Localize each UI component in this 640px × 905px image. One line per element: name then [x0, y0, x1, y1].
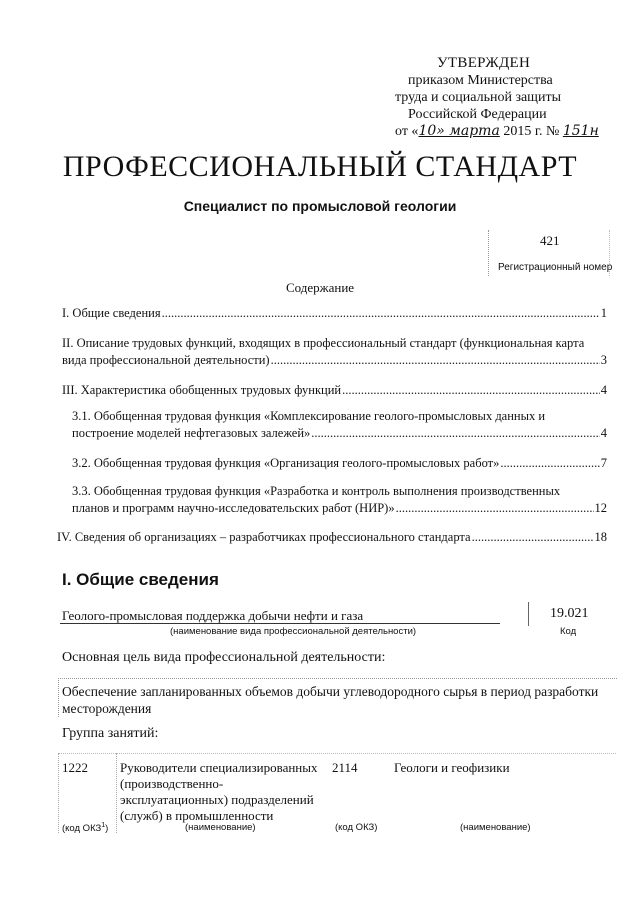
toc-item-text-line1: 3.3. Обобщенная трудовая функция «Разработка и контроль выполнения производственных — [72, 484, 561, 498]
okz-code-caption: (код ОКЗ$^1$) — [62, 822, 109, 835]
toc-item[interactable] — [57, 529, 607, 546]
okz-code-caption-2: (код ОКЗ) — [335, 822, 378, 833]
code-caption: Код — [560, 626, 577, 637]
toc-item-page: 1 — [600, 306, 607, 320]
name-caption-2: (наименование) — [460, 822, 531, 833]
occupation-table-border — [116, 753, 117, 833]
registration-label: Регистрационный номер — [498, 262, 613, 273]
occupation-table-top — [58, 753, 616, 754]
toc-item-text: 3.2. Обобщенная трудовая функция «Организация геолого-промысловых работ» — [72, 456, 500, 470]
toc-item[interactable] — [72, 483, 607, 517]
toc-item[interactable] — [72, 455, 607, 472]
toc-item-text: планов и программ научно-исследовательских работ (НИР)» — [72, 501, 395, 515]
toc-item[interactable] — [62, 382, 607, 399]
handwritten-number: 151н — [562, 123, 599, 139]
occupation-name: Руководители специализированных (производственно-эксплуатационных) подразделений (служб) в промышленности — [120, 760, 318, 823]
goal-label: Основная цель вида профессиональной деятельности: — [62, 650, 386, 665]
section-heading: I. Общие сведения — [62, 570, 219, 589]
toc-item-page: 3 — [600, 353, 607, 367]
occupation-group-label: Группа занятий: — [62, 726, 159, 741]
activity-kind-caption: (наименование вида профессиональной деятельности) — [170, 626, 417, 637]
activity-code: 19.021 — [550, 606, 589, 621]
toc-item-page: 4 — [600, 383, 607, 397]
toc-item[interactable] — [62, 305, 607, 322]
occupation-code: 1222 — [62, 760, 88, 775]
toc-item-text: построение моделей нефтегазовых залежей» — [72, 426, 311, 440]
occupation-table-border — [58, 753, 59, 833]
date-year: 2015 г. № — [499, 124, 560, 139]
toc-item-page: 4 — [600, 426, 607, 440]
occupation-name: Геологи и геофизики — [394, 760, 510, 775]
activity-kind: Геолого-промысловая поддержка добычи нефти и газа — [62, 608, 364, 623]
approval-line-1: приказом Министерства — [408, 73, 553, 88]
approval-block — [395, 55, 615, 140]
standard-name: Специалист по промысловой геологии — [183, 198, 457, 214]
toc-item-text-line1: II. Описание трудовых функций, входящих в профессиональный стандарт (функциональная карта — [62, 336, 585, 350]
activity-kind-underline — [60, 623, 500, 624]
handwritten-date: 10» марта — [418, 123, 500, 139]
toc-item-page: 12 — [594, 501, 607, 515]
toc-item-page: 18 — [594, 530, 607, 544]
approval-line-3: Российской Федерации — [408, 107, 547, 122]
document-title: ПРОФЕССИОНАЛЬНЫЙ СТАНДАРТ — [62, 150, 578, 183]
date-prefix: от « — [395, 124, 419, 139]
toc-title: Содержание — [285, 280, 355, 295]
toc-item[interactable] — [72, 408, 607, 442]
registration-number: 421 — [540, 233, 560, 248]
name-caption: (наименование) — [185, 822, 256, 833]
toc-item-text: IV. Сведения об организациях – разработчиках профессионального стандарта — [57, 530, 471, 544]
approval-title: УТВЕРЖДЕН — [437, 55, 531, 71]
approval-date-line — [395, 123, 615, 140]
toc-item[interactable] — [62, 335, 607, 369]
toc-item-text: I. Общие сведения — [62, 306, 161, 320]
approval-line-2: труда и социальной защиты — [395, 90, 561, 105]
occupation-code: 2114 — [332, 760, 358, 775]
goal-text: Обеспечение запланированных объемов добычи углеводородного сырья в период разработки месторождения — [62, 684, 599, 716]
toc-item-page: 7 — [600, 456, 607, 470]
toc-item-text: вида профессиональной деятельности) — [62, 353, 270, 367]
toc-item-text: III. Характеристика обобщенных трудовых функций — [62, 383, 342, 397]
toc-item-text-line1: 3.1. Обобщенная трудовая функция «Комплексирование геолого-промысловых данных и — [72, 409, 546, 423]
